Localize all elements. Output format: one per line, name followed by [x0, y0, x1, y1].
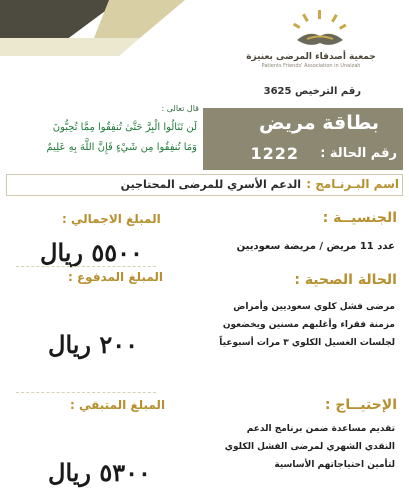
card-title: بطاقة مريض	[259, 112, 379, 134]
organization-name-english: Patients Friends' Association in Unaizah	[261, 63, 361, 69]
divider	[16, 266, 156, 267]
remaining-amount-value: ٥٣٠٠ ريال	[48, 458, 151, 487]
need-text: تقديم مساعدة ضمن برنامج الدعم النقدي الشهري لمرضى الفشل الكلوي لتأمين احتياجاتهم الأساسية	[224, 424, 395, 470]
total-amount-value: ٥٥٠٠ ريال	[40, 238, 143, 267]
license-number: رقم الترخيص 3625	[263, 86, 361, 97]
health-status-label: الحالة الصحية :	[294, 272, 397, 288]
verse-line-2: وَمَا تُنفِقُوا مِن شَيْءٍ فَإِنَّ اللَّهَ بِهِ عَلِيمٌ	[46, 142, 197, 153]
total-amount-label: المبلغ الاجمالي :	[62, 212, 161, 226]
nationality-label: الجنسيــة :	[322, 210, 397, 226]
decorative-corner-light	[0, 38, 140, 56]
remaining-amount-label: المبلغ المتبقي :	[70, 398, 166, 412]
nationality-text: عدد 11 مريض / مريضة سعوديين	[236, 241, 395, 252]
organization-name: جمعية أصدقاء المرضى بعنيزة	[246, 52, 376, 62]
need-label: الإحتيــاج :	[324, 397, 397, 413]
divider	[16, 392, 156, 393]
handshake-logo-icon	[289, 10, 351, 52]
program-value: الدعم الأسري للمرضى المحتاجين	[120, 178, 301, 191]
verse-intro: قال تعالى :	[161, 104, 199, 113]
case-number-label: رقم الحالة :	[320, 146, 397, 161]
health-status-text: مرضى فشل كلوي سعوديين وأمراض مزمنة فقراء وأغلبهم مسنين ويخضعون لجلسات الغسيل الكلوي ٣ مرات أسبوعياً	[219, 302, 395, 348]
verse-line-1: لَن تَنَالُوا الْبِرَّ حَتَّىٰ تُنفِقُوا مِمَّا تُحِبُّونَ	[52, 122, 197, 133]
case-number-value: 1222	[250, 144, 299, 163]
program-label: اسم البـرنـامج :	[306, 177, 399, 191]
paid-amount-value: ٢٠٠ ريال	[48, 330, 139, 359]
paid-amount-label: المبلغ المدفوع :	[68, 270, 163, 284]
